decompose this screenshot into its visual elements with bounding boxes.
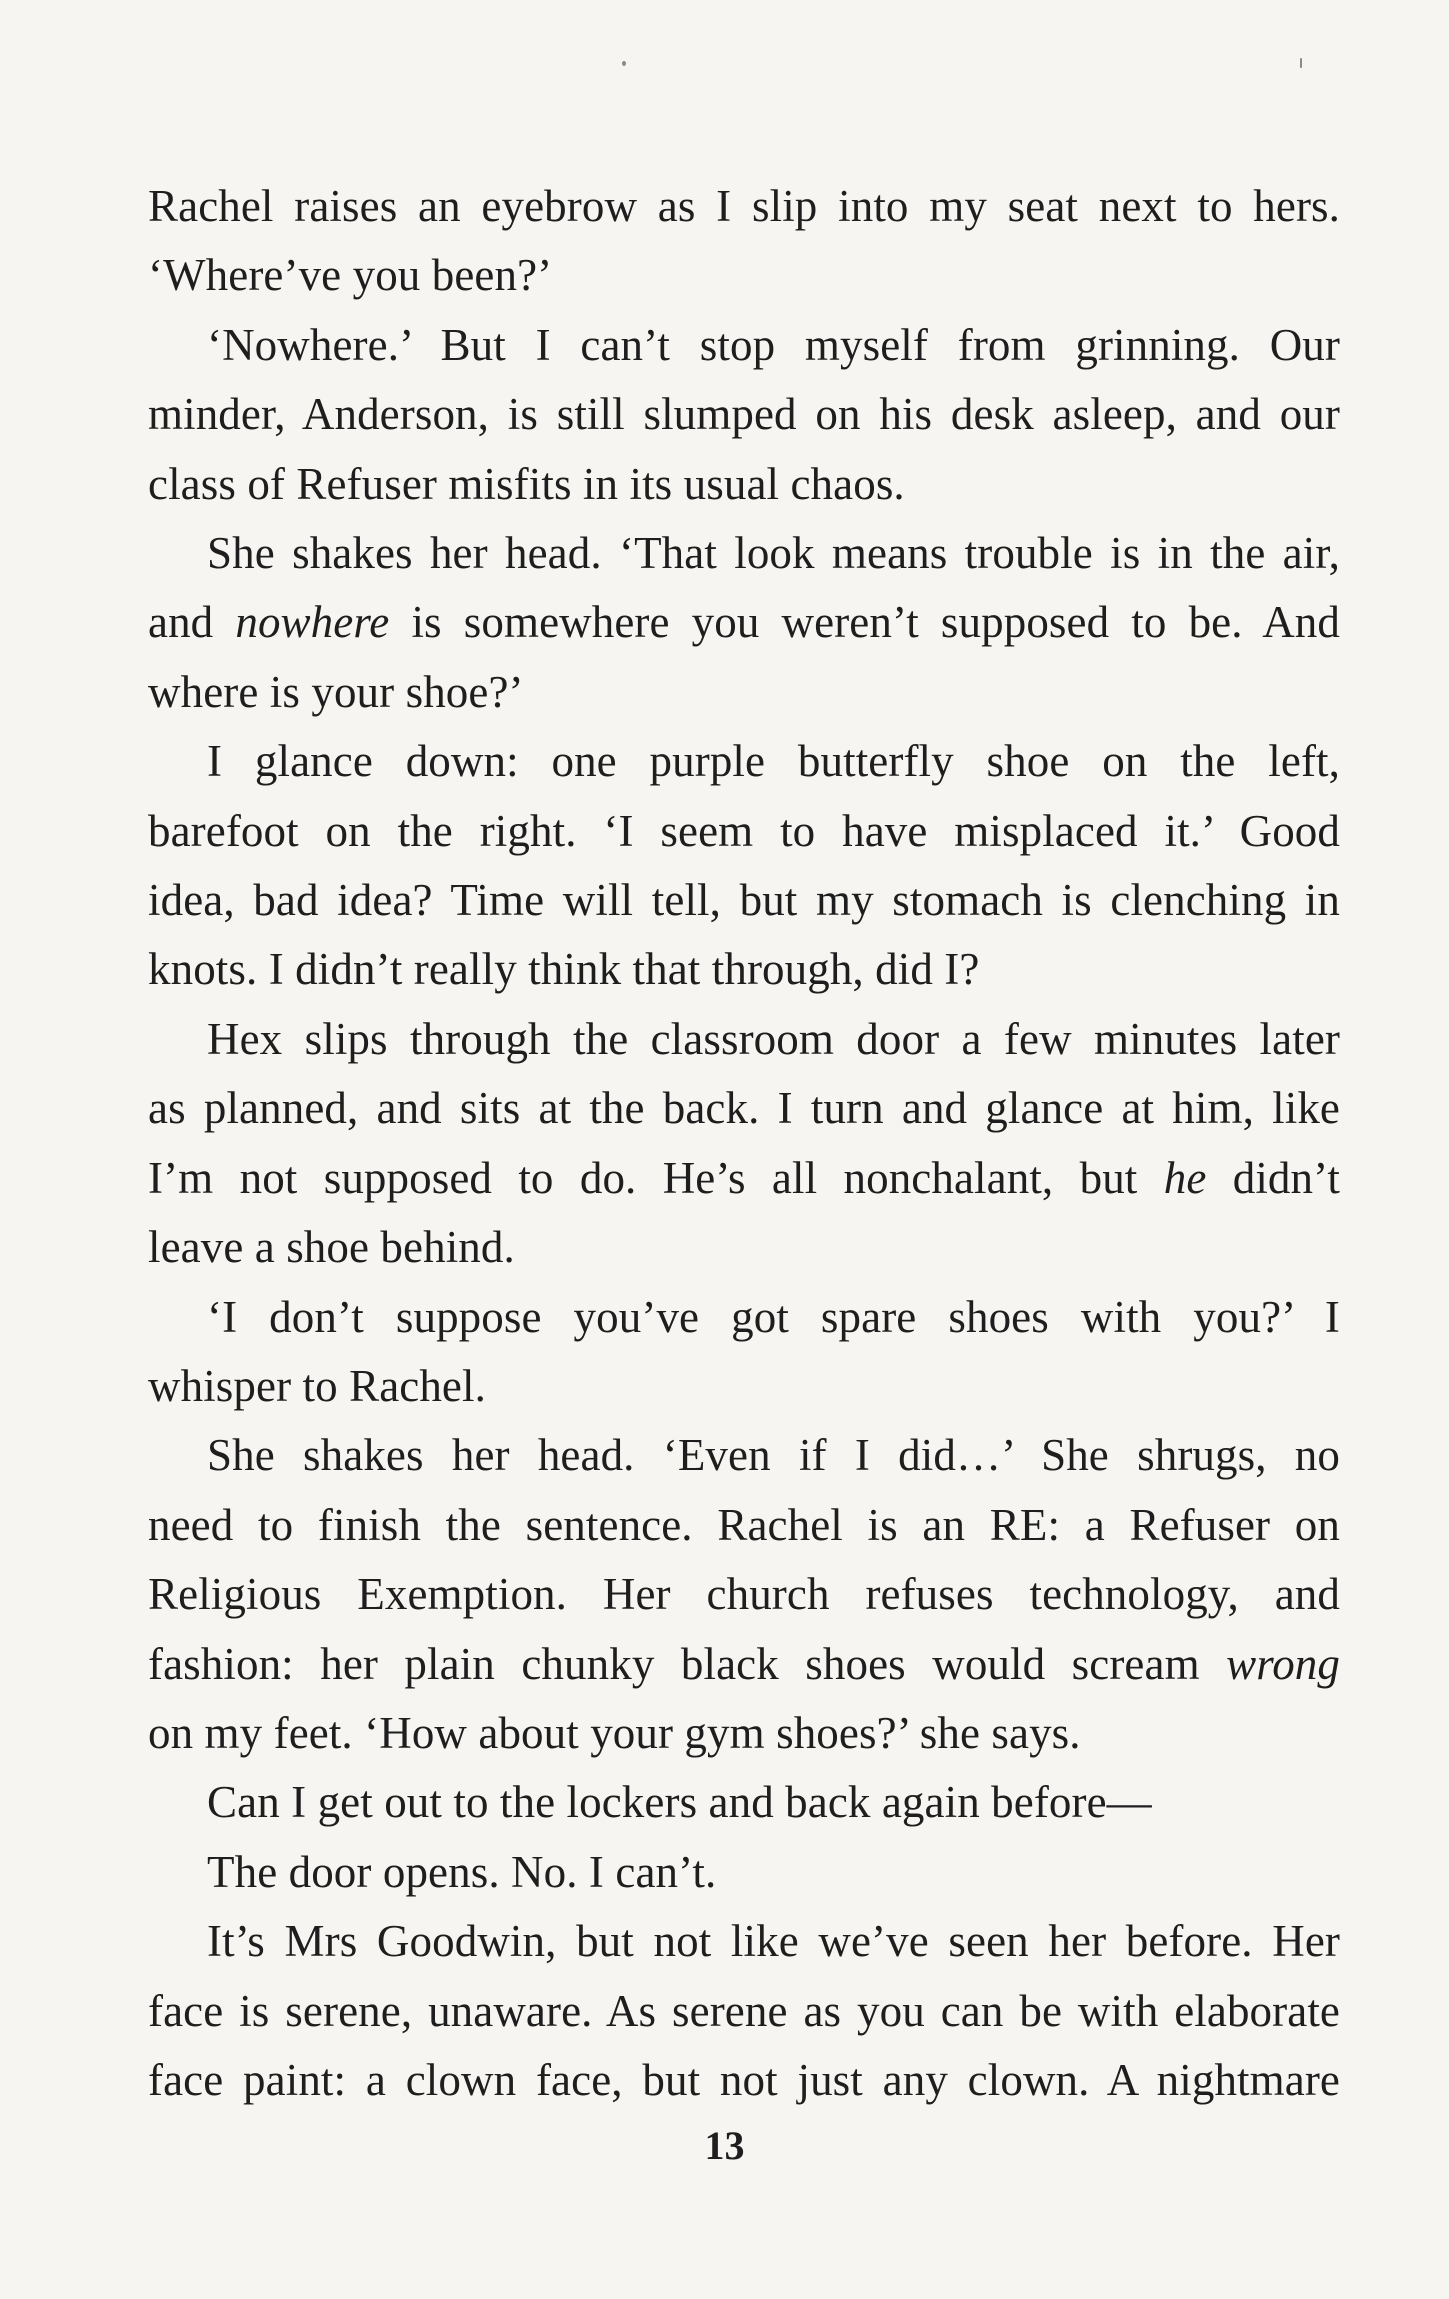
text-line: Rachel raises an eyebrow as I slip into my seat next to hers. [148, 181, 1340, 231]
text-line: She shakes her head. ‘Even if I did…’ She shrugs, no [207, 1430, 1340, 1481]
text-line: It’s Mrs Goodwin, but not like we’ve seen her before. Her [207, 1916, 1340, 1967]
text-run: fashion: her plain chunky black shoes would scream [148, 1638, 1227, 1689]
text-line: ‘I don’t suppose you’ve got spare shoes with you?’ I [207, 1291, 1340, 1342]
text-run: didn’t [1206, 1152, 1340, 1203]
text-line: knots. I didn’t really think that through, did I? [148, 944, 980, 995]
emphasis-text: he [1163, 1152, 1207, 1203]
text-line [148, 588, 1340, 657]
page-number: 13 [704, 2123, 745, 2168]
text-line: barefoot on the right. ‘I seem to have misplaced it.’ Good [148, 805, 1340, 856]
text-run: is somewhere you weren’t supposed to be. And [389, 597, 1340, 648]
text-line [148, 1144, 1340, 1213]
text-line: Hex slips through the classroom door a few minutes later [207, 1013, 1340, 1064]
text-line: class of Refuser misfits in its usual chaos. [148, 458, 905, 509]
text-line: leave a shoe behind. [148, 1222, 515, 1273]
text-line: on my feet. ‘How about your gym shoes?’ she says. [148, 1707, 1081, 1758]
text-line: ‘Nowhere.’ But I can’t stop myself from grinning. Our [207, 319, 1340, 370]
text-run: I’m not supposed to do. He’s all nonchalant, but [148, 1152, 1164, 1203]
text-line: ‘Where’ve you been?’ [148, 250, 553, 301]
text-line: where is your shoe?’ [148, 666, 524, 717]
print-speck [1300, 58, 1302, 68]
print-speck [622, 61, 626, 66]
text-line: The door opens. No. I can’t. [207, 1846, 717, 1897]
text-line: idea, bad idea? Time will tell, but my stomach is clenching in [148, 875, 1340, 926]
text-line: minder, Anderson, is still slumped on his desk asleep, and our [148, 389, 1340, 440]
text-line: I glance down: one purple butterfly shoe on the left, [207, 736, 1340, 787]
emphasis-text: wrong [1226, 1638, 1340, 1689]
text-line: face is serene, unaware. As serene as you can be with elaborate [148, 1985, 1340, 2036]
text-run: and [148, 597, 236, 648]
text-line: Religious Exemption. Her church refuses technology, and [148, 1569, 1340, 1620]
text-line: whisper to Rachel. [148, 1360, 486, 1411]
text-line: face paint: a clown face, but not just any clown. A nightmare [148, 2054, 1340, 2105]
emphasis-text: nowhere [235, 597, 390, 648]
text-line: need to finish the sentence. Rachel is an RE: a Refuser on [148, 1499, 1340, 1550]
text-line: Can I get out to the lockers and back again before— [207, 1777, 1152, 1828]
text-line [148, 1630, 1340, 1699]
text-line: as planned, and sits at the back. I turn and glance at him, like [148, 1083, 1340, 1134]
text-line: She shakes her head. ‘That look means trouble is in the air, [207, 528, 1340, 579]
body-text [148, 172, 1340, 2115]
